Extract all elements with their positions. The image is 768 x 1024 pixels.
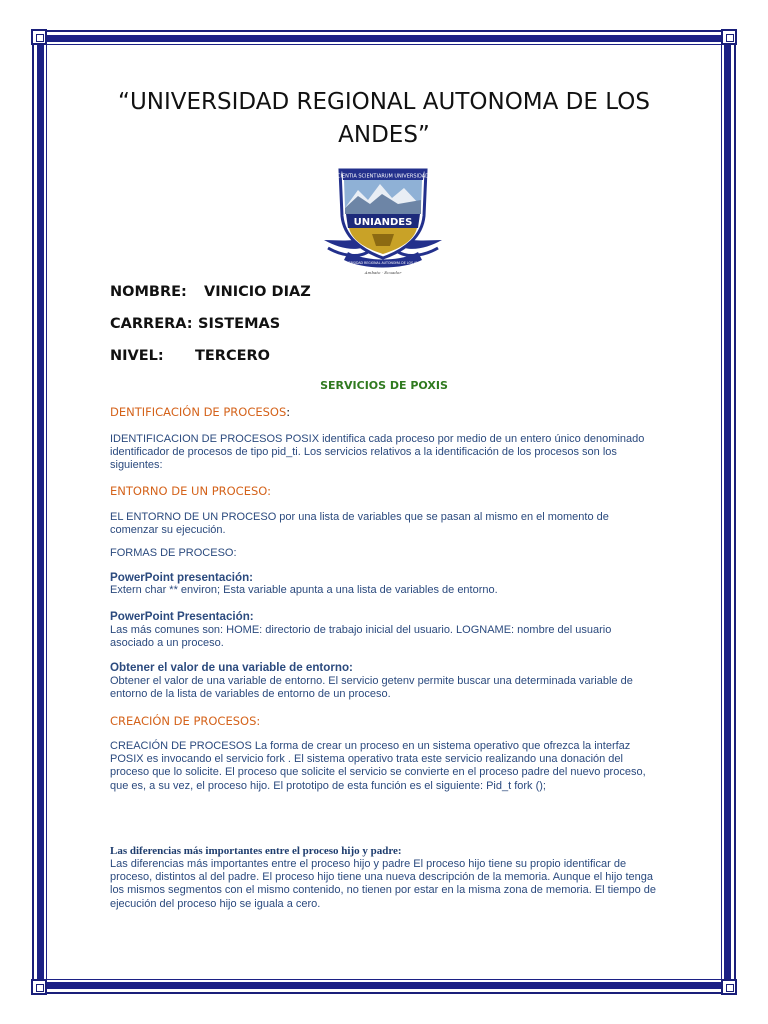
paragraph-identificacion: IDENTIFICACION DE PROCESOS POSIX identifica cada proceso por medio de un entero único denominado identificador de procesos de tipo pid_ti. Los servicios relativos a la identificación de los procesos son los siguientes:	[110, 433, 645, 472]
field-value: SISTEMAS	[198, 316, 281, 332]
paragraph-entorno: EL ENTORNO DE UN PROCESO por una lista de variables que se pasan al mismo en el momento de comenzar su ejecución.	[110, 511, 609, 537]
subheading-powerpoint-1: PowerPoint presentación:	[110, 571, 254, 584]
logo-ribbon-text: UNIVERSIDAD REGIONAL AUTONOMA DE LOS ANDES	[340, 261, 426, 265]
services-title: SERVICIOS DE POXIS	[320, 379, 448, 392]
subheading-powerpoint-2: PowerPoint Presentación:	[110, 610, 254, 623]
paragraph-powerpoint-1: Extern char ** environ; Esta variable apunta a una lista de variables de entorno.	[110, 584, 498, 596]
paragraph-variable-entorno: Obtener el valor de una variable de entorno. El servicio getenv permite buscar una determinada variable de entorno de la lista de variables de entorno de un proceso.	[110, 675, 633, 701]
field-label: CARRERA:	[110, 316, 193, 332]
heading-colon: :	[286, 405, 291, 419]
border-corner-ornament	[721, 29, 737, 45]
logo-motto: Ambato · Ecuador	[364, 270, 402, 275]
formas-label: FORMAS DE PROCESO:	[110, 547, 237, 559]
border-corner-ornament	[31, 979, 47, 995]
border-corner-ornament	[31, 29, 47, 45]
paragraph-powerpoint-2: Las más comunes son: HOME: directorio de trabajo inicial del usuario. LOGNAME: nombre del usuario asociado a un proceso.	[110, 624, 612, 650]
field-label: NIVEL:	[110, 348, 164, 364]
section-heading-entorno: ENTORNO DE UN PROCESO:	[110, 484, 271, 498]
field-value: TERCERO	[195, 348, 270, 364]
field-value: VINICIO DIAZ	[204, 284, 311, 300]
field-label: NOMBRE:	[110, 284, 187, 300]
document-title: “UNIVERSIDAD REGIONAL AUTONOMA DE LOS ANDES”	[118, 89, 650, 148]
paragraph-diferencias: Las diferencias más importantes entre el proceso hijo y padre El proceso hijo tiene su propio identificar de proceso, distintos al del padre. El proceso hijo tiene una nueva descripción de la memoria. Aunque el hijo tenga los mismos segmentos con el mismo contenido, no tienen por estar en la misma zona de memoria. El tiempo de ejecución del proceso hijo se iguala a cero.	[110, 858, 656, 910]
section-heading-creacion: CREACIÓN DE PROCESOS:	[110, 714, 261, 728]
heading-text: DENTIFICACIÓN DE PROCESOS	[110, 405, 287, 419]
subheading-variable-entorno: Obtener el valor de una variable de entorno:	[110, 661, 353, 674]
logo-name: UNIANDES	[353, 217, 413, 228]
section-heading-identificacion	[110, 405, 290, 419]
paragraph-creacion: CREACIÓN DE PROCESOS La forma de crear un proceso en un sistema operativo que ofrezca la interfaz POSIX es invocando el servicio fork . El sistema operativo trata este servicio realizando una donación del proceso que lo solicite. El proceso que solicite el servicio se convierte en el proceso padre del nuevo proceso, que es, a su vez, el proceso hijo. El prototipo de esta función es el siguiente: Pid_t fork ();	[110, 740, 646, 792]
border-corner-ornament	[721, 979, 737, 995]
logo-banner-text: CIENTIA SCIENTIARUM UNIVERSIDAD	[336, 173, 430, 180]
university-logo	[318, 156, 448, 276]
section-heading-diferencias: Las diferencias más importantes entre el proceso hijo y padre:	[110, 845, 402, 857]
